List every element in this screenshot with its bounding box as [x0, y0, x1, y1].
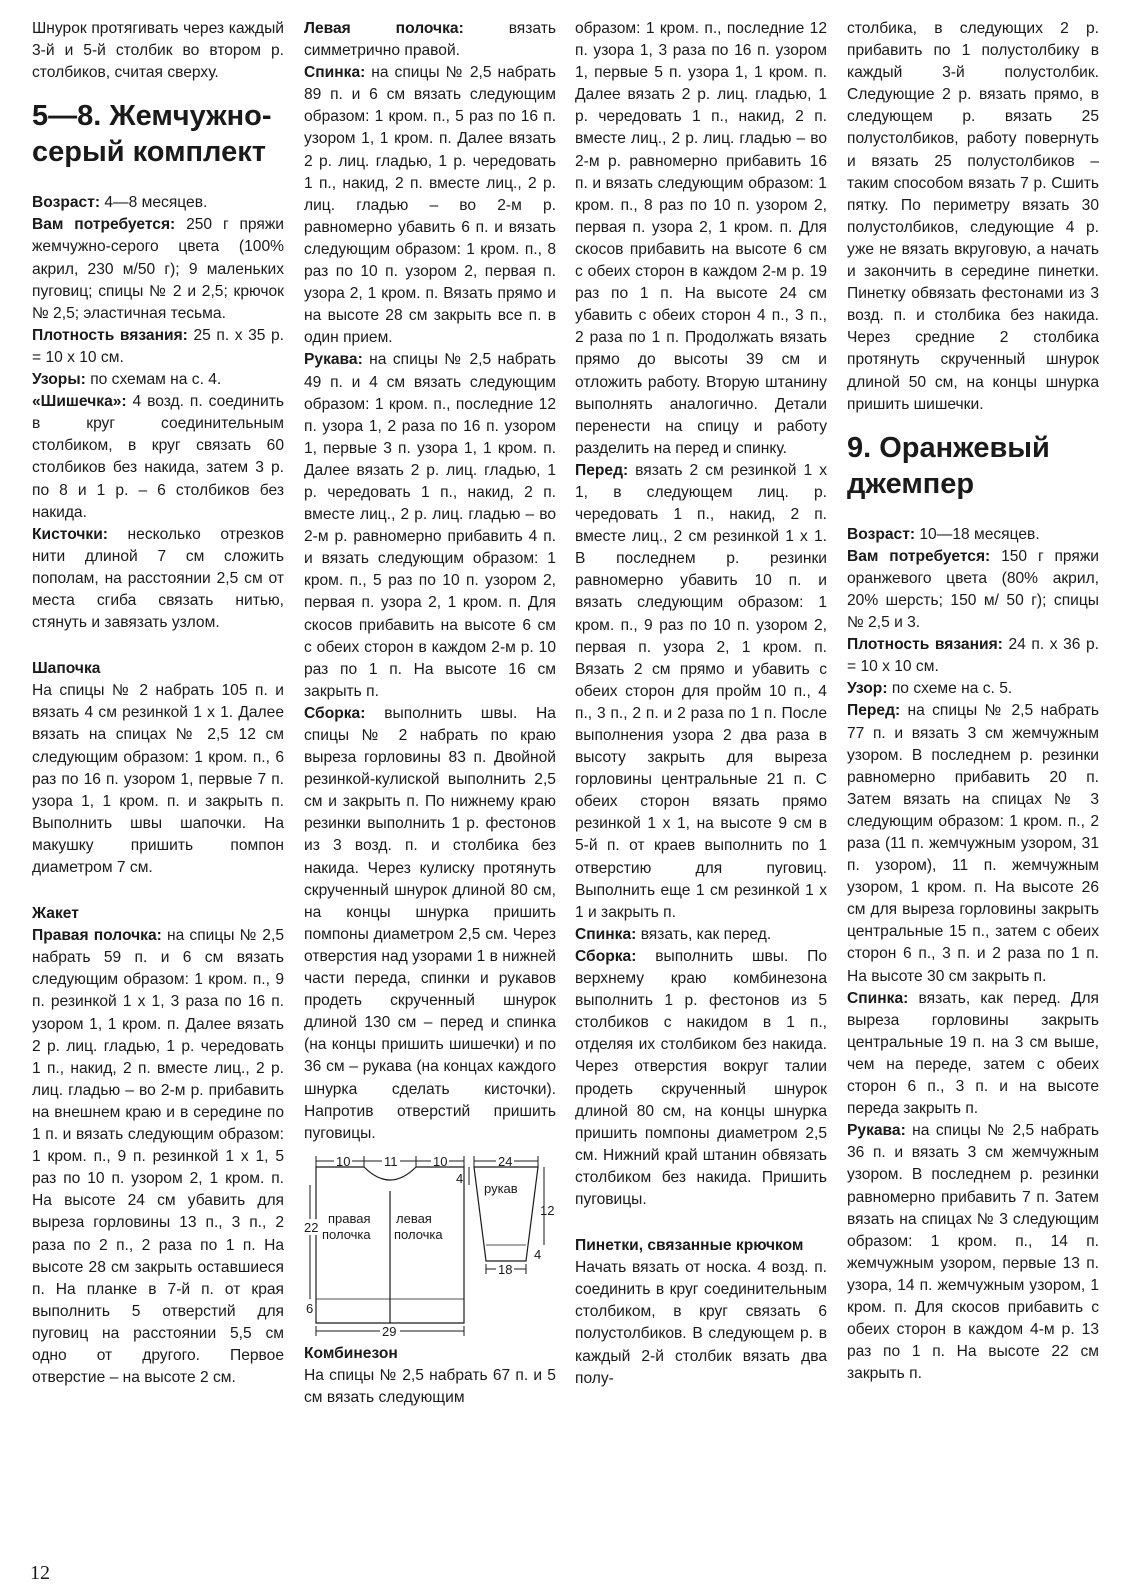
front-value: вязать 2 см резинкой 1 х 1, в следующем лиц. р. чередовать 1 п., накид, 2 п. вместе лиц., 2 см резинкой 1 х 1. В последнем р. резинки равномерно убавить 10 п. и вязать следующим образом: 1 кром. п., 9 раз по 10 п. узором 2, первая п. узора 2, 1 кром. п. Вязать 2 см прямо и убавить с обеих сторон для пройм 10 п., 4 п., 3 п., 2 п. и 2 раза по 1 п. После выполнения узора 2 два раза в высоту закрыть для выреза горловины центральные 21 п. С обеих сторон вязать прямо резинкой 1 х 1, на высоте 9 см в 5-й п. от краев выполнить по 1 отверстию для пуговиц. Выполнить еще 1 см резинкой 1 х 1 и закрыть п.: [575, 461, 827, 921]
tassel-line: [32, 524, 284, 634]
sleeve-value: на спицы № 2,5 набрать 49 п. и 4 см вязать следующим образом: 1 кром. п., последние 12 п. узора 1, 2 раза по 16 п. узором 1, первые 3 п. узора 1, 1 кром. п. Далее вязать 2 р. лиц. гладью, 1 р. чередовать 1 п., накид, 2 п. вместе лиц., 2 р. лиц. гладью – во 2-м р. равномерно прибавить 4 п. и вязать следующим образом: 1 кром. п., 5 раз по 10 п. узором 2, первая п. узора 2, 1 кром. п. Для скосов прибавить на высоте 6 см с обеих сторон в каждом 2-м р. 10 раз по 1 п. На высоте 16 см закрыть п.: [304, 351, 556, 700]
assembly-line: [304, 703, 556, 1145]
intro-paragraph: Шнурок протягивать через каждый 3-й и 5-й столбик во втором р. столбиков, считая сверху.: [32, 20, 284, 82]
assembly-label: Сборка:: [575, 947, 637, 965]
column-3: [575, 18, 827, 1390]
dim-sleeve-bottom-18: 18: [498, 1261, 513, 1277]
tassel-value: несколько отрезков нити длиной 7 см сложить пополам, на расстоянии 2,5 см от места сгиба связать нитью, стянуть и завязать узлом.: [32, 525, 284, 632]
bobble-label: «Шишечка»:: [32, 393, 127, 411]
back-value: на спицы № 2,5 набрать 89 п. и 6 см вязать следующим образом: 1 кром. п., 5 раз по 16 п. узором 1, 1 кром. п. Далее вязать 2 р. лиц. гладью, 1 р. чередовать 1 п., накид, 2 п. вместе лиц., 2 р. лиц. гладью – во 2-м р. равномерно убавить 6 п. и вязать следующим образом: 1 кром. п., 8 раз по 10 п. узором 2, первая п. узора 2, 1 кром. п. Вязать прямо и на высоте 28 см закрыть все п. в один прием.: [304, 64, 556, 347]
back-label: Спинка:: [847, 989, 909, 1007]
column-4: [847, 18, 1099, 1385]
bobble-value: 4 возд. п. соединить в круг соединительным столбиком, в круг связать 60 столбиков без накида, затем 3 р. по 8 и 1 р. – 6 столбиков без накида.: [32, 393, 284, 521]
page-number: 12: [30, 1562, 50, 1584]
back-label: Спинка:: [575, 925, 637, 943]
materials-value: 250 г пряжи жемчужно-серого цвета (100% акрил, 230 м/50 г); 9 маленьких пуговиц; спицы № 2 и 2,5; крючок № 2,5; эластичная тесьма.: [32, 216, 284, 322]
dim-bottom-29: 29: [382, 1323, 397, 1339]
column-2: [304, 18, 556, 1409]
sleeve-line: [304, 349, 556, 703]
pattern-schematic: [304, 1153, 556, 1339]
sleeve-label: Рукава:: [304, 351, 363, 369]
back-line: [304, 62, 556, 349]
label-right-front-1: правая: [328, 1210, 371, 1226]
dim-sleeve-12: 12: [540, 1202, 555, 1218]
density-line: [32, 325, 284, 369]
right-front-value: на спицы № 2,5 набрать 59 п. и 6 см вязать следующим образом: 1 кром. п., 9 п. резинкой 1 х 1, 3 раза по 16 п. узором 1, 1 кром. п. Далее вязать 2 р. лиц. гладью, 1 р. чередовать 1 п., накид, 2 п. вместе лиц., 2 р. лиц. гладью – во 2-м р. прибавить на внешнем краю и в середине по 1 п. и вязать следующим образом: 1 кром. п., 9 п. резинкой 1 х 1, 5 раз по 10 п. узором 2, 1 кром. п. На высоте 24 см убавить для выреза горловины 13 п., 3 п., 2 раза по 2 п., 2 раза по 1 п. На высоте 28 см закрыть оставшиеся п. На планке в 7-й п. от края выполнить 5 отверстий для пуговиц на расстоянии 5,5 см одно от другого. Первое отверстие – на высоте 2 см.: [32, 927, 284, 1387]
booties-text: Начать вязать от носка. 4 возд. п. соединить в круг соединительным столбиком, в круг связать 6 полустолбиков. В следующем р. в каждый 2-й столбик вязать два полу-: [575, 1259, 827, 1387]
dim-top-10a: 10: [336, 1153, 351, 1169]
overall-heading: Комбинезон: [304, 1344, 398, 1362]
density-label: Плотность вязания:: [32, 326, 188, 344]
jacket-heading: Жакет: [32, 905, 79, 923]
booties-heading: Пинетки, связанные крючком: [575, 1237, 804, 1255]
sleeve-value: на спицы № 2,5 набрать 36 п. и вязать 3 см жемчужным узором. В последнем р. резинки равномерно прибавить 7 п. Затем вязать на спицах № 3 следующим образом: 1 кром. п., 14 п. жемчужным узором, первые 13 п. узора, 14 п. жемчужным узором, 1 кром. п. Для скосов прибавить с обеих сторон в каждом 4-м р. 13 раз по 1 п. На высоте 22 см закрыть п.: [847, 1122, 1099, 1383]
dim-left-6: 6: [306, 1300, 314, 1316]
age-line: [847, 524, 1099, 546]
dim-top-11: 11: [384, 1153, 398, 1169]
front-line: [847, 700, 1099, 987]
sleeve-line: [847, 1120, 1099, 1385]
assembly-line: [575, 946, 827, 1211]
back-line: [575, 924, 827, 946]
density-line: [847, 634, 1099, 678]
patterns-value: по схемам на с. 4.: [85, 371, 222, 389]
pattern-value: по схеме на с. 5.: [887, 680, 1013, 698]
back-value: вязать, как перед. Для выреза горловины закрыть центральные 19 п. на 3 см выше, чем на переде, затем с обеих сторон 6 п., 3 п. и на высоте переда закрыть п.: [847, 989, 1099, 1118]
dim-left-22: 22: [304, 1219, 319, 1235]
left-front-line: [304, 18, 556, 62]
dim-right-4: 4: [456, 1170, 464, 1186]
column-1: [32, 18, 284, 1389]
right-front-label: Правая полочка:: [32, 927, 162, 945]
hat-heading: Шапочка: [32, 660, 101, 678]
assembly-value: выполнить швы. По верхнему краю комбинезона выполнить 1 р. фестонов из 5 столбиков с накидом в 1 п., отделяя их столбиком без накида. Через отверстия вокруг талии продеть скрученный шнурок длиной 80 см, на концы шнурка пришить помпоны диаметром 2,5 см. Нижний край штанин обвязать столбиком без накида. Пришить пуговицы.: [575, 947, 827, 1208]
label-left-front-1: левая: [396, 1210, 432, 1226]
booties-continued: столбика, в следующих 2 р. прибавить по 1 полустолбику в каждый 3-й полустолбик. Следующие 2 р. вязать прямо, в следующем р. вязать 25 полустолбиков, работу повернуть и вязать 25 полустолбиков – таким способом вязать 7 р. Сшить пятку. По периметру вязать 30 полустолбиков, следующие 4 р. уже не вязать вкруговую, а начать и закончить в середине пинетки. Пинетку обвязать фестонами из 3 возд. п. и столбика без накида. Через средние 2 столбика протянуть скрученный шнурок длиной 50 см, на концы шнурка пришить шишечки.: [847, 20, 1099, 413]
materials-value: 150 г пряжи оранжевого цвета (80% акрил, 20% шерсть; 150 м/ 50 г); спицы № 2,5 и 3.: [847, 547, 1099, 632]
materials-line: [32, 214, 284, 324]
dim-sleeve-4: 4: [534, 1246, 542, 1262]
age-label: Возраст:: [32, 194, 101, 212]
front-value: на спицы № 2,5 набрать 77 п. и вязать 3 см жемчужным узором. В последнем р. резинки равномерно прибавить 20 п. Затем вязать на спицах № 3 следующим образом: 1 кром. п., 2 раза (11 п. жемчужным узором, 31 п. узором), 11 п. жемчужным узором, 1 кром. п. На высоте 26 см для выреза горловины закрыть центральные 15 п., затем с обеих сторон 6 п., 3 п. и 2 раза по 1 п. На высоте 30 см закрыть п.: [847, 702, 1099, 985]
front-line: [575, 460, 827, 924]
section-title-9: 9. Оранжевый джемпер: [847, 431, 1050, 500]
density-label: Плотность вязания:: [847, 636, 1003, 654]
pattern-line: [847, 678, 1099, 700]
overall-continued: образом: 1 кром. п., последние 12 п. узора 1, 3 раза по 16 п. узором 1, первые 5 п. узора 1, 1 кром. п. Далее вязать 2 р. лиц. гладью, 1 р. чередовать 1 п., накид, 2 п. вместе лиц., 2 р. лиц. гладью – во 2-м р. равномерно прибавить 16 п. и вязать следующим образом: 1 кром. п., 8 раз по 10 п. узором 2, первая п. узора 2, 1 кром. п. Для скосов прибавить на высоте 6 см с обеих сторон в каждом 2-м р. 19 раз по 1 п. На высоте 24 см убавить с обеих сторон 4 п., 3 п., 2 раза по 1 п. Продолжать вязать прямо до высоты 39 см и отложить работу. Вторую штанину выполнять аналогично. Детали перенести на спицу и работу разделить на перед и спинку.: [575, 20, 827, 457]
dim-top-10b: 10: [433, 1153, 448, 1169]
section-title-5-8: 5—8. Жемчужно-серый комплект: [32, 100, 272, 169]
age-label: Возраст:: [847, 525, 916, 543]
front-label: Перед:: [847, 702, 901, 720]
left-front-value: вязать симметрично правой.: [304, 20, 556, 60]
jacket-pattern-diagram: [304, 1153, 556, 1339]
age-value: 4—8 месяцев.: [100, 194, 208, 212]
sleeve-label-text: рукав: [484, 1180, 518, 1196]
dim-sleeve-top-24: 24: [498, 1153, 513, 1169]
age-line: [32, 192, 284, 214]
patterns-label: Узоры:: [32, 371, 86, 389]
hat-text: На спицы № 2 набрать 105 п. и вязать 4 см резинкой 1 х 1. Далее вязать на спицах № 2,5 12 см следующим образом: 1 кром. п., 6 раз по 16 п. узором 1, первые 7 п. узора 1, 1 кром. п. и закрыть п. Выполнить швы шапочки. На макушку пришить помпон диаметром 7 см.: [32, 682, 284, 876]
density-value: 25 п. х 35 р. = 10 х 10 см.: [32, 326, 284, 366]
assembly-label: Сборка:: [304, 704, 366, 722]
back-line: [847, 988, 1099, 1121]
label-left-front-2: полочка: [394, 1226, 443, 1242]
overall-text: На спицы № 2,5 набрать 67 п. и 5 см вязать следующим: [304, 1366, 556, 1406]
materials-label: Вам потребуется:: [847, 547, 991, 565]
materials-line: [847, 546, 1099, 634]
bobble-line: [32, 391, 284, 524]
materials-label: Вам потребуется:: [32, 216, 176, 234]
pattern-label: Узор:: [847, 680, 888, 698]
left-front-label: Левая полочка:: [304, 20, 464, 37]
sleeve-label: Рукава:: [847, 1122, 906, 1140]
label-right-front-2: полочка: [322, 1226, 371, 1242]
density-value: 24 п. х 36 р. = 10 х 10 см.: [847, 636, 1099, 676]
right-front-line: [32, 925, 284, 1389]
tassel-label: Кисточки:: [32, 525, 108, 543]
age-value: 10—18 месяцев.: [915, 525, 1040, 543]
front-label: Перед:: [575, 461, 629, 479]
patterns-line: [32, 369, 284, 391]
assembly-value: выполнить швы. На спицы № 2 набрать по краю выреза горловины 83 п. Двойной резинкой-кулиской выполнить 2,5 см и закрыть п. По нижнему краю резинки выполнить 1 р. фестонов из 3 возд. п. и столбика без накида. Через кулиску протянуть скрученный шнурок длиной 80 см, на концы шнурка пришить помпоны диаметром 2,5 см. Через отверстия над узорами 1 в нижней части переда, спинки и рукавов продеть скрученный шнурок длиной 130 см – перед и спинка (на концы пришить шишечки) и по 36 см – рукава (на концах каждого шнурка сделать кисточки). Напротив отверстий пришить пуговицы.: [304, 704, 556, 1142]
back-label: Спинка:: [304, 64, 366, 82]
back-value: вязать, как перед.: [636, 925, 772, 943]
